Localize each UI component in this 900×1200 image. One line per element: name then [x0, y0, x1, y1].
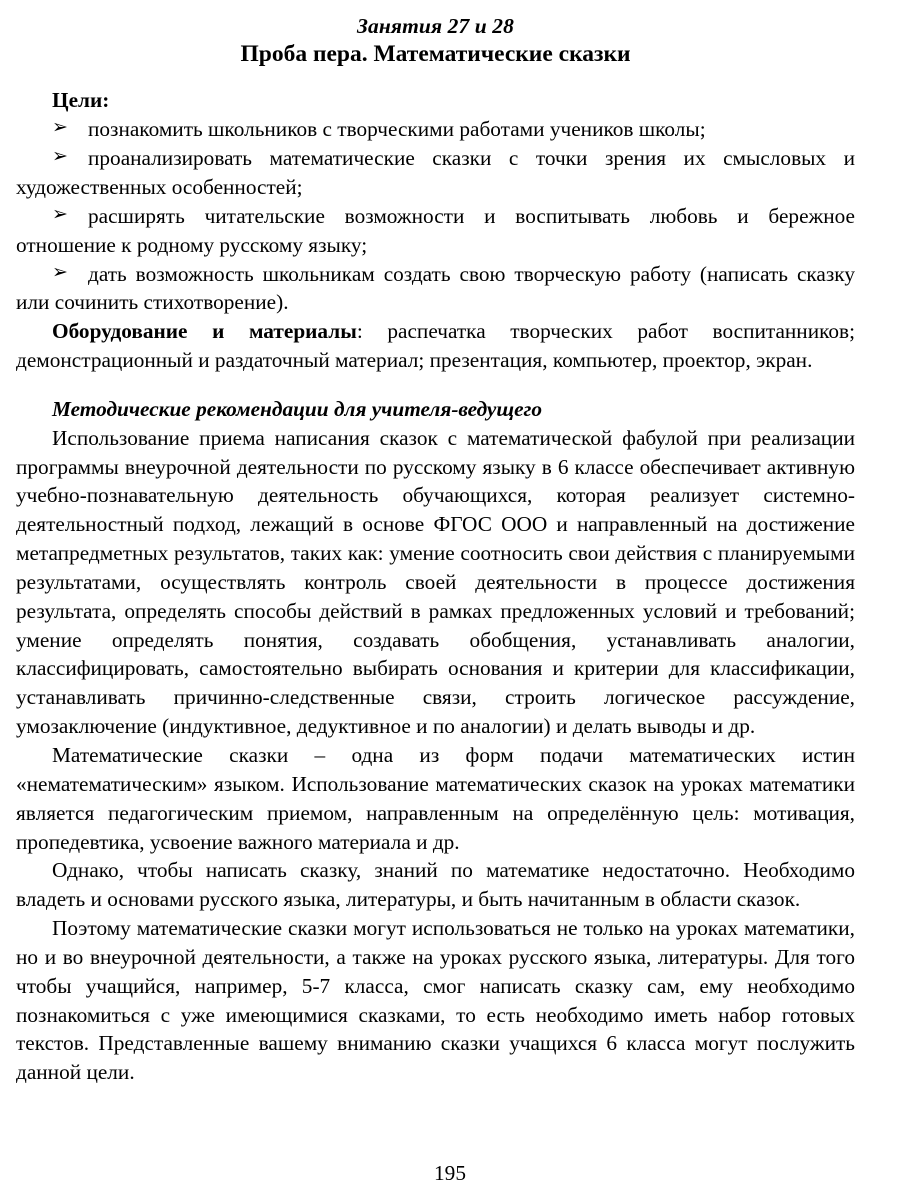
- page-heading: [16, 14, 855, 69]
- lesson-label: Занятия 27 и 28: [356, 14, 515, 38]
- body-paragraph: Использование приема написания сказок с математической фабулой при реализации программы внеурочной деятельности по русскому языку в 6 классе обеспечивает активную учебно-познавательную деятельность обучающихся, которая реализует системно-деятельностный подход, лежащий в основе ФГОС ООО и направленный на достижение метапредметных результатов, таких как: умение соотносить свои действия с планируемыми результатами, осуществлять контроль своей деятельности в процессе достижения результата, определять способы действий в рамках предложенных условий и требований; умение определять понятия, создавать обобщения, устанавливать аналогии, классифицировать, самостоятельно выбирать основания и критерии для классификации, устанавливать причинно-следственные связи, строить логическое рассуждение, умозаключение (индуктивное, дедуктивное и по аналогии) и делать выводы и др.: [16, 425, 855, 739]
- equipment-label: Оборудование и материалы: [52, 319, 357, 344]
- goal-text: расширять читательские возможности и воспитывать любовь и бережное отношение к родному русскому языку;: [16, 203, 855, 257]
- arrow-bullet-icon: ➢: [52, 146, 68, 168]
- section-heading: Методические рекомендации для учителя-ведущего: [52, 396, 543, 421]
- body-paragraph: Поэтому математические сказки могут использоваться не только на уроках математики, но и во внеурочной деятельности, а также на уроках русского языка, литературы. Для того чтобы учащийся, например, 5-7 класса, смог написать сказку сам, ему необходимо познакомиться с уже имеющимися сказками, то есть необходимо иметь набор готовых текстов. Представленные вашему вниманию сказки учащихся 6 класса могут послужить данной цели.: [16, 916, 855, 1085]
- goal-text: проанализировать математические сказки с точки зрения их смысловых и художественных особенностей;: [16, 146, 855, 199]
- goals-label: Цели:: [52, 88, 110, 113]
- body-paragraph: Однако, чтобы написать сказку, знаний по математике недостаточно. Необходимо владеть и основами русского языка, литературы, и быть начитанным в области сказок.: [16, 858, 855, 912]
- body-paragraph: Математические сказки – одна из форм подачи математических истин «нематематическим» языком. Использование математических сказок на уроках математики является педагогическим приемом, направленным на определённую цель: мотивация, пропедевтика, усвоение важного материала и др.: [16, 743, 855, 854]
- goal-text: дать возможность школьникам создать свою творческую работу (написать сказку или сочинить стихотворение).: [16, 261, 855, 315]
- document-body: [16, 86, 855, 1087]
- page-title: Проба пера. Математические сказки: [240, 41, 631, 68]
- equipment-text: : распечатка творческих работ воспитанников; демонстрационный и раздаточный материал; презентация, компьютер, проектор, экран.: [16, 319, 855, 373]
- page-number: 195: [434, 1161, 466, 1185]
- equipment-paragraph: [16, 317, 855, 375]
- arrow-bullet-icon: ➢: [52, 261, 68, 283]
- goal-item: [16, 260, 855, 318]
- goal-item: [16, 115, 855, 144]
- arrow-bullet-icon: ➢: [52, 117, 68, 139]
- goal-item: [16, 144, 855, 202]
- goal-item: [16, 202, 855, 260]
- goal-text: познакомить школьников с творческими работами учеников школы;: [88, 117, 706, 142]
- arrow-bullet-icon: ➢: [52, 203, 68, 225]
